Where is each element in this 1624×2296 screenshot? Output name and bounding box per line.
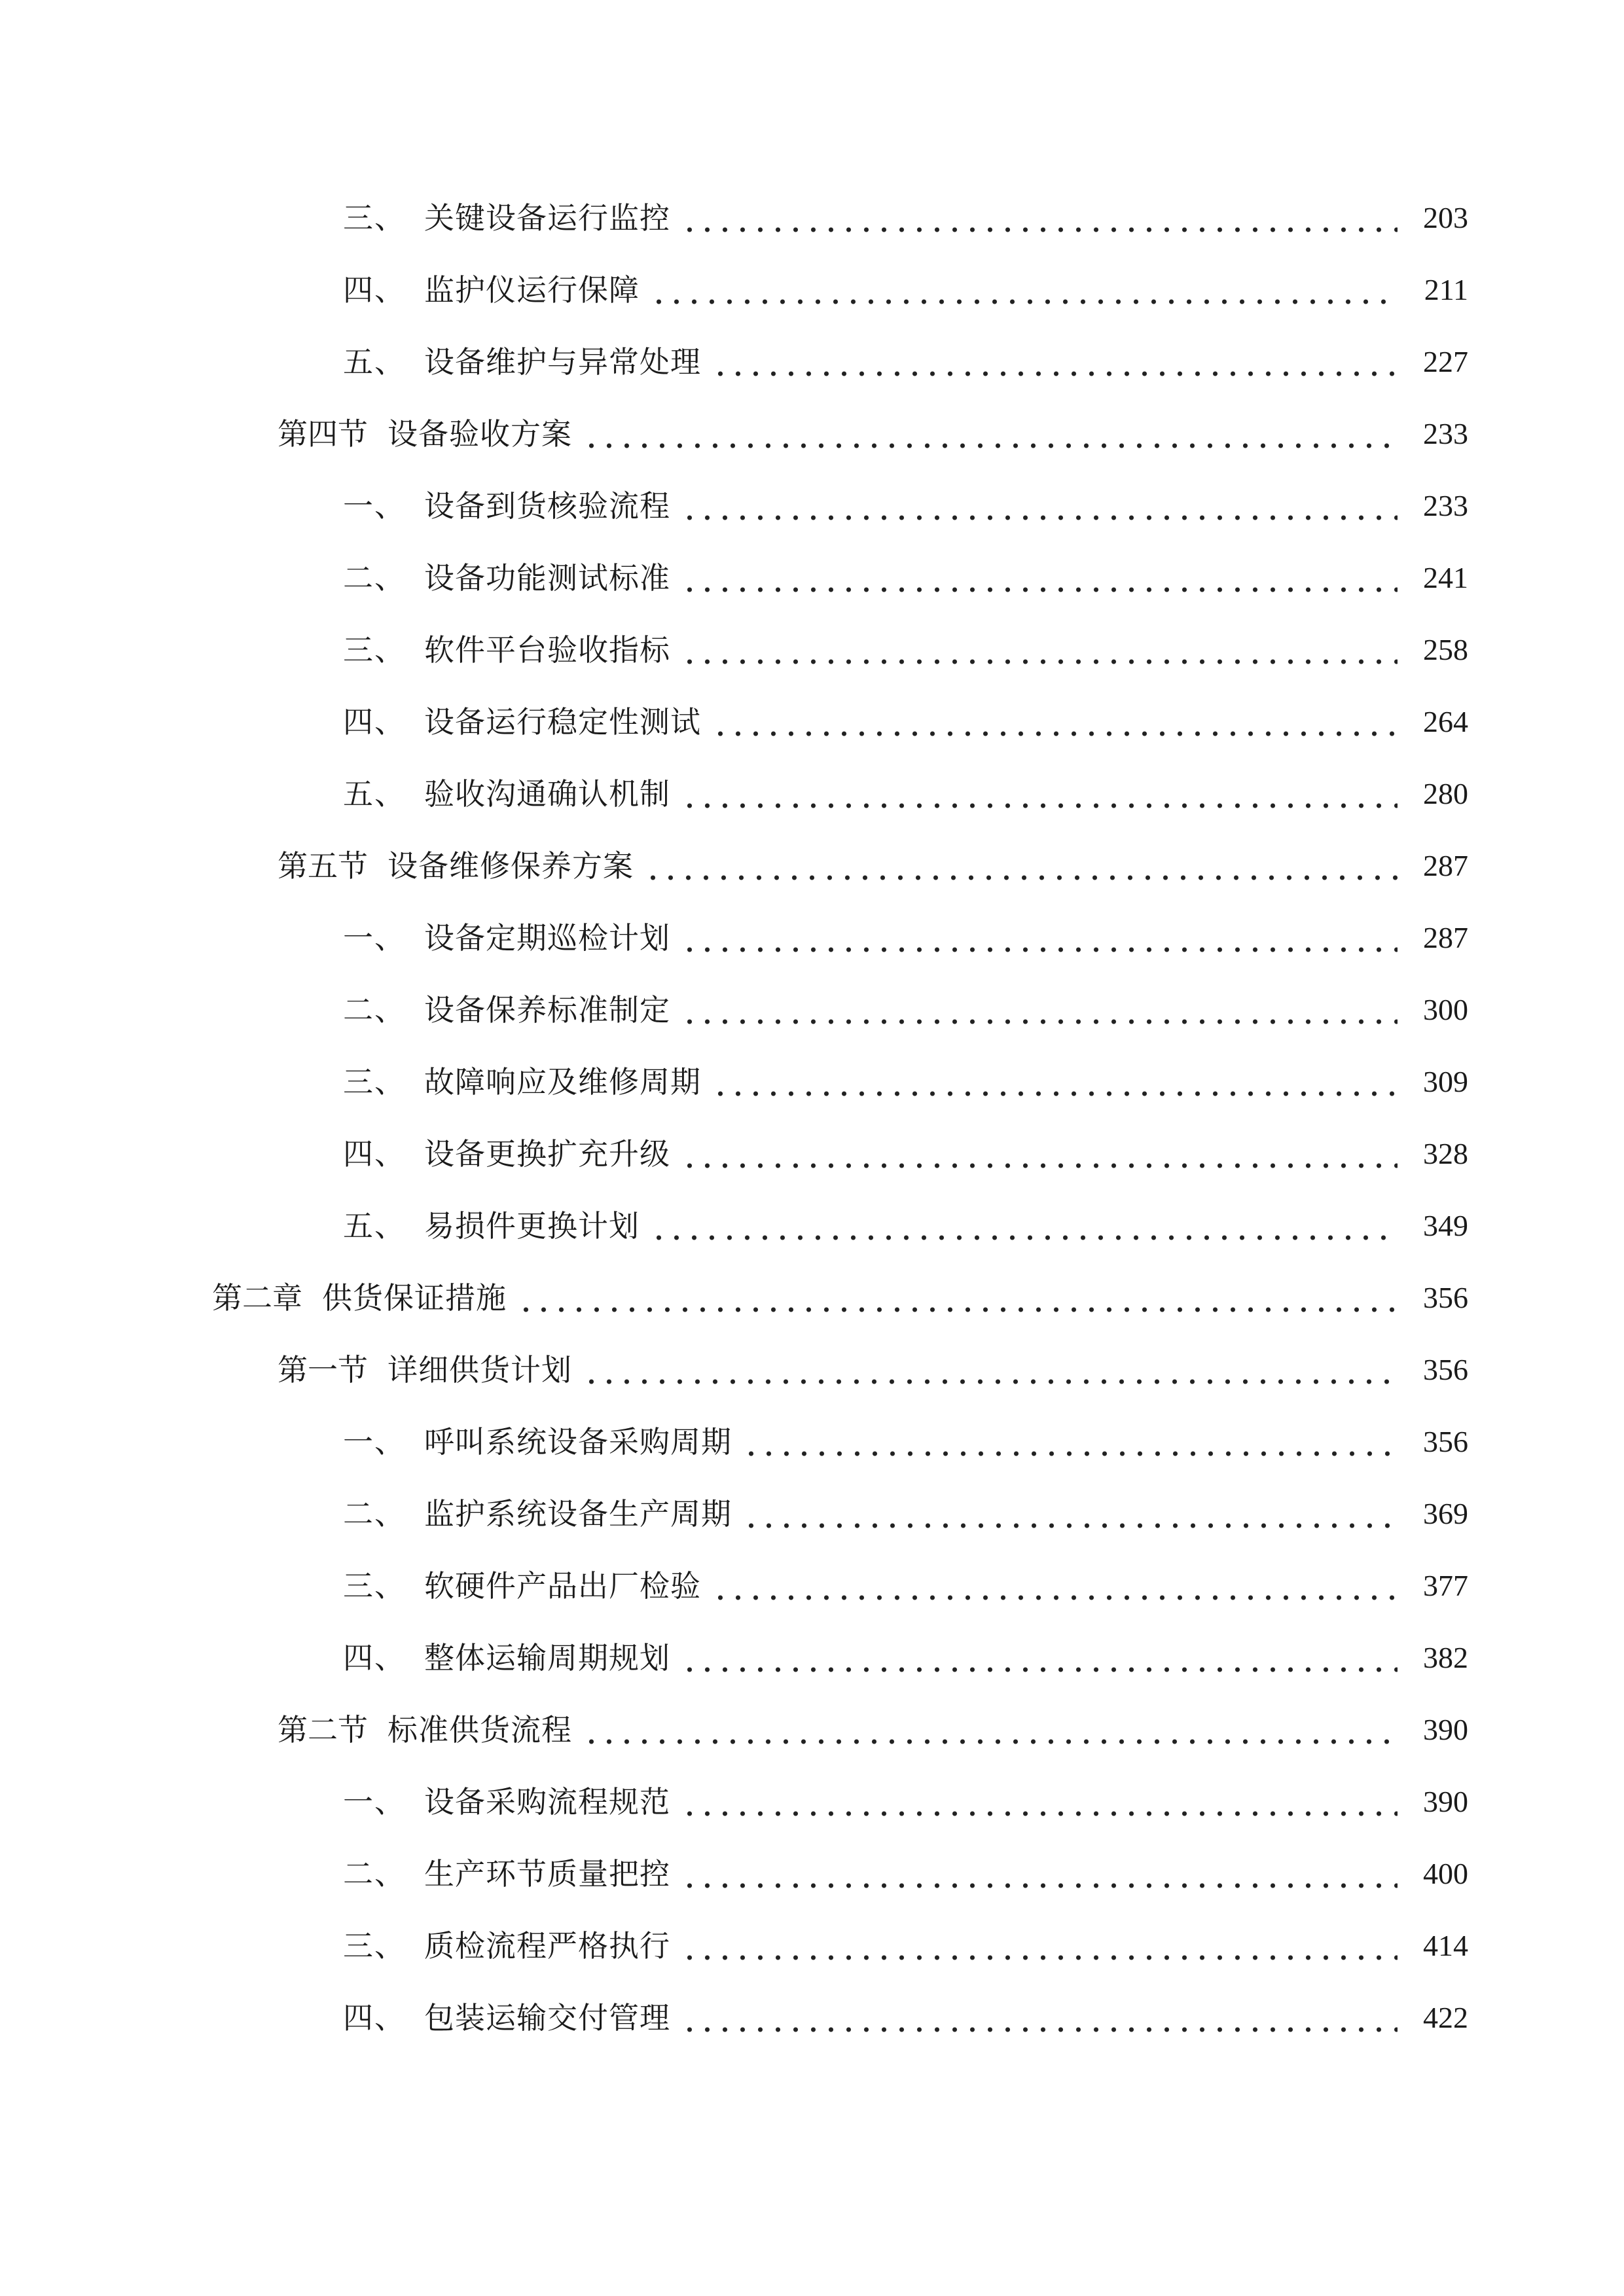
toc-entry-page: 241: [1423, 561, 1468, 594]
toc-entry[interactable]: [343, 1128, 1468, 1180]
toc-entry-page: 369: [1423, 1497, 1468, 1530]
toc-entry[interactable]: [343, 696, 1468, 748]
dot-leader: [681, 624, 1398, 676]
toc-entry-title: 设备到货核验流程: [424, 488, 670, 524]
toc-entry-number: 第二节: [278, 1712, 368, 1748]
dot-leader: [650, 264, 1398, 316]
dot-leader: [742, 1416, 1398, 1468]
toc-entry[interactable]: [343, 1632, 1468, 1684]
dot-leader: [681, 1776, 1398, 1828]
toc-entry-number: 四、: [343, 704, 406, 740]
toc-entry-title: 监护仪运行保障: [424, 272, 640, 308]
toc-entry-page: 264: [1423, 705, 1468, 738]
toc-entry-number: 一、: [343, 1424, 406, 1460]
toc-entry-title: 设备维护与异常处理: [424, 344, 701, 380]
toc-entry-title: 监护系统设备生产周期: [424, 1496, 732, 1532]
toc-entry-number: 二、: [343, 1856, 406, 1892]
toc-entry-title: 整体运输周期规划: [424, 1640, 670, 1676]
toc-entry-title: 供货保证措施: [322, 1280, 507, 1316]
toc-entry-number: 一、: [343, 920, 406, 956]
toc-entry-page: 287: [1423, 849, 1468, 882]
toc-entry-page: 280: [1423, 777, 1468, 810]
dot-leader: [681, 984, 1398, 1036]
toc-entry-title: 设备运行稳定性测试: [424, 704, 701, 740]
toc-entry[interactable]: [343, 984, 1468, 1036]
toc-entry[interactable]: [278, 840, 1468, 892]
toc-entry-page: 390: [1423, 1785, 1468, 1818]
dot-leader: [644, 840, 1398, 892]
toc-entry[interactable]: [343, 1200, 1468, 1252]
toc-entry-page: 211: [1424, 273, 1468, 306]
dot-leader: [681, 1992, 1398, 2044]
toc-entry[interactable]: [343, 768, 1468, 820]
dot-leader: [681, 1632, 1398, 1684]
toc-entry[interactable]: [343, 264, 1468, 316]
toc-entry-number: 第二章: [212, 1280, 302, 1316]
toc-entry-title: 软硬件产品出厂检验: [424, 1568, 701, 1604]
toc-entry-title: 易损件更换计划: [424, 1208, 640, 1244]
toc-entry-title: 设备功能测试标准: [424, 560, 670, 596]
toc-entry-page: 400: [1423, 1857, 1468, 1890]
toc-entry-number: 五、: [343, 1208, 406, 1244]
toc-entry-page: 233: [1423, 417, 1468, 450]
dot-leader: [650, 1200, 1398, 1252]
toc-entry-page: 309: [1423, 1065, 1468, 1098]
toc-entry[interactable]: [343, 480, 1468, 532]
toc-entry-number: 第一节: [278, 1352, 368, 1388]
toc-entry-number: 四、: [343, 1136, 406, 1172]
dot-leader: [681, 1848, 1398, 1900]
dot-leader: [517, 1272, 1398, 1324]
toc-entry-page: 356: [1423, 1353, 1468, 1386]
toc-entry-title: 验收沟通确认机制: [424, 776, 670, 812]
toc-entry-page: 377: [1423, 1569, 1468, 1602]
toc-entry-title: 质检流程严格执行: [424, 1928, 670, 1964]
toc-entry-title: 生产环节质量把控: [424, 1856, 670, 1892]
toc-entry[interactable]: [343, 1560, 1468, 1612]
dot-leader: [681, 480, 1398, 532]
toc-entry[interactable]: [343, 1056, 1468, 1108]
toc-entry-page: 203: [1423, 201, 1468, 234]
toc-entry[interactable]: [343, 1776, 1468, 1828]
toc-entry-page: 227: [1423, 345, 1468, 378]
toc-entry[interactable]: [343, 912, 1468, 964]
toc-entry-page: 300: [1423, 993, 1468, 1026]
toc-entry-number: 二、: [343, 560, 406, 596]
toc-entry[interactable]: [343, 1416, 1468, 1468]
toc-entry[interactable]: [343, 552, 1468, 604]
toc-entry[interactable]: [278, 1344, 1468, 1396]
dot-leader: [681, 1128, 1398, 1180]
dot-leader: [583, 1704, 1398, 1756]
toc-entry[interactable]: [212, 1272, 1468, 1324]
toc-entry-number: 三、: [343, 1064, 406, 1100]
toc-entry-title: 设备采购流程规范: [424, 1784, 670, 1820]
toc-entry-page: 328: [1423, 1137, 1468, 1170]
toc-entry-title: 详细供货计划: [388, 1352, 572, 1388]
toc-entry-title: 设备定期巡检计划: [424, 920, 670, 956]
toc-entry-number: 三、: [343, 200, 406, 236]
toc-entry-number: 五、: [343, 344, 406, 380]
toc-entry-title: 包装运输交付管理: [424, 2000, 670, 2036]
toc-entry-page: 422: [1423, 2001, 1468, 2034]
toc-entry[interactable]: [278, 1704, 1468, 1756]
dot-leader: [712, 1056, 1398, 1108]
toc-entry-number: 五、: [343, 776, 406, 812]
toc-entry[interactable]: [278, 408, 1468, 460]
dot-leader: [681, 768, 1398, 820]
toc-entry-page: 414: [1423, 1929, 1468, 1962]
dot-leader: [742, 1488, 1398, 1540]
toc-entry-page: 356: [1423, 1425, 1468, 1458]
dot-leader: [712, 696, 1398, 748]
toc-entry-page: 349: [1423, 1209, 1468, 1242]
toc-entry-number: 四、: [343, 272, 406, 308]
toc-entry-number: 三、: [343, 1568, 406, 1604]
toc-entry-number: 四、: [343, 1640, 406, 1676]
toc-entry-title: 设备维修保养方案: [388, 848, 634, 884]
toc-entry-number: 四、: [343, 2000, 406, 2036]
toc-entry-title: 故障响应及维修周期: [424, 1064, 701, 1100]
toc-entry-page: 233: [1423, 489, 1468, 522]
toc-entry-number: 一、: [343, 488, 406, 524]
toc-entry-number: 二、: [343, 992, 406, 1028]
dot-leader: [681, 552, 1398, 604]
toc-entry-page: 390: [1423, 1713, 1468, 1746]
dot-leader: [681, 912, 1398, 964]
toc-entry[interactable]: [343, 192, 1468, 244]
dot-leader: [583, 408, 1398, 460]
dot-leader: [681, 1920, 1398, 1972]
toc-entry-page: 258: [1423, 633, 1468, 666]
toc-entry-page: 287: [1423, 921, 1468, 954]
toc-entry[interactable]: [343, 1488, 1468, 1540]
toc-entry-title: 标准供货流程: [388, 1712, 572, 1748]
toc-entry[interactable]: [343, 336, 1468, 388]
toc-entry-number: 三、: [343, 1928, 406, 1964]
toc-entry[interactable]: [343, 1848, 1468, 1900]
toc-entry-number: 三、: [343, 632, 406, 668]
dot-leader: [712, 1560, 1398, 1612]
toc-entry-number: 第四节: [278, 416, 368, 452]
toc-entry-title: 设备验收方案: [388, 416, 572, 452]
toc-entry[interactable]: [343, 1920, 1468, 1972]
toc-entry-title: 设备保养标准制定: [424, 992, 670, 1028]
dot-leader: [583, 1344, 1398, 1396]
toc-entry-number: 第五节: [278, 848, 368, 884]
dot-leader: [681, 192, 1398, 244]
toc-entry[interactable]: [343, 1992, 1468, 2044]
toc-entry-title: 关键设备运行监控: [424, 200, 670, 236]
toc-entry-title: 呼叫系统设备采购周期: [424, 1424, 732, 1460]
dot-leader: [712, 336, 1398, 388]
toc-entry-number: 二、: [343, 1496, 406, 1532]
toc-entry-page: 382: [1423, 1641, 1468, 1674]
toc-entry-title: 软件平台验收指标: [424, 632, 670, 668]
toc-entry-title: 设备更换扩充升级: [424, 1136, 670, 1172]
toc-entry-number: 一、: [343, 1784, 406, 1820]
toc-entry[interactable]: [343, 624, 1468, 676]
toc-entry-page: 356: [1423, 1281, 1468, 1314]
